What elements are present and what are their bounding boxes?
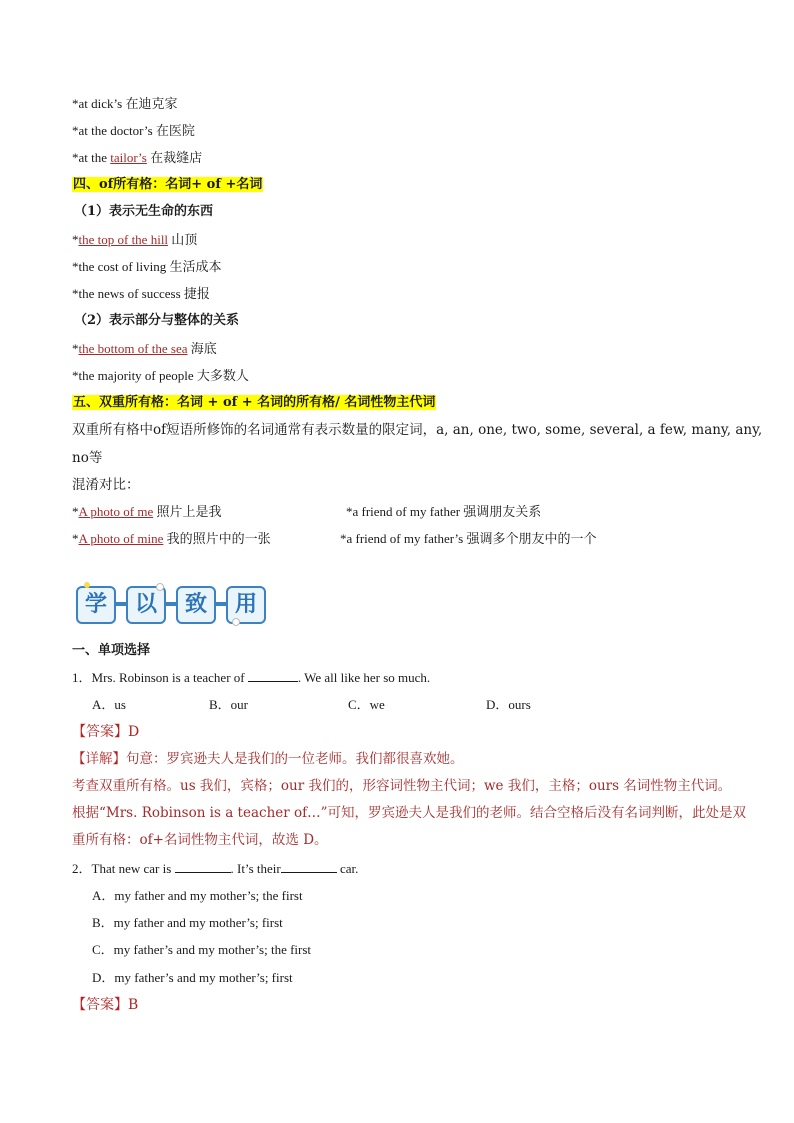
banner-tile-4 (226, 586, 266, 624)
banner-tile-3 (176, 586, 216, 624)
phrase-zh: 山顶 (168, 232, 198, 247)
phrase-majority: *the majority of people 大多数人 (72, 368, 249, 383)
answer-label: 【答案】 (72, 724, 128, 740)
q1-detail-2: 考查双重所有格。us 我们，宾格；our 我们的，形容词性物主代词；we 我们，主格；ours 名词性物主代词。 (72, 778, 732, 794)
q1-detail-1 (72, 750, 464, 768)
phrase-prefix: *at the (72, 150, 111, 165)
practice-banner (76, 580, 266, 630)
question-1 (72, 669, 430, 687)
question-2 (72, 860, 358, 878)
q1-option-b: B．our (209, 697, 249, 712)
compare-highlight: A photo of me (78, 504, 154, 519)
compare-row-2-right: *a friend of my father’s 强调多个朋友中的一个 (340, 531, 597, 546)
q1-option-c: C．we (348, 697, 385, 712)
phrase-zh: 在裁缝店 (146, 150, 203, 165)
phrase-dicks (72, 95, 177, 113)
question-number: 1． (72, 670, 92, 685)
phrase-highlight: the top of the hill (78, 232, 169, 247)
answer-value: D (128, 724, 140, 740)
subheading-1: （1）表示无生命的东西 (74, 204, 214, 219)
description-line-2: no等 (72, 450, 103, 466)
answer-blank (281, 860, 337, 873)
q1-answer (72, 723, 139, 741)
compare-zh: 我的照片中的一张 (163, 531, 271, 546)
exercise-title: 一、单项选择 (72, 643, 151, 658)
banner-char: 以 (134, 592, 157, 617)
q2-option-b: B．my father and my mother’s; first (92, 915, 283, 930)
q1-detail-4: 重所有格：of+名词性物主代词，故选 D。 (72, 832, 328, 848)
phrase-zh: 在迪克家 (122, 96, 178, 111)
description-line-1: 双重所有格中of短语所修饰的名词通常有表示数量的限定词，a, an, one, two, some, several, a few, many, any, (72, 422, 763, 438)
phrase-hill (72, 231, 197, 249)
compare-row-1 (72, 503, 222, 521)
phrase-highlight: the bottom of the sea (78, 341, 188, 356)
banner-connector (216, 602, 226, 606)
section-5-title: 五、双重所有格：名词 + of + 名词的所有格/ 名词性物主代词 (73, 395, 436, 410)
compare-row-2 (72, 530, 271, 548)
q1-option-a: A．us (92, 697, 126, 712)
section-5-heading (72, 394, 436, 412)
question-text: Mrs. Robinson is a teacher of (91, 670, 248, 685)
banner-char: 致 (184, 592, 207, 617)
banner-connector (166, 602, 176, 606)
subheading-2: （2）表示部分与整体的关系 (74, 313, 240, 328)
phrase-prefix: * (72, 232, 79, 247)
phrase-en: *at dick’s (72, 96, 123, 111)
compare-row-1-right: *a friend of my father 强调朋友关系 (346, 504, 542, 519)
phrase-doctors (72, 122, 195, 140)
q2-option-d: D．my father’s and my mother’s; first (92, 970, 293, 985)
phrase-zh: 在医院 (152, 123, 195, 138)
banner-tile-2 (126, 586, 166, 624)
answer-blank (175, 860, 231, 873)
banner-char: 用 (234, 592, 257, 617)
star-dot (84, 582, 90, 588)
phrase-sea (72, 340, 217, 358)
compare-zh: 照片上是我 (153, 504, 222, 519)
banner-connector (116, 602, 126, 606)
confusion-label: 混淆对比： (72, 477, 140, 493)
detail-label: 【详解】 (72, 751, 126, 767)
question-text: That new car is (91, 861, 175, 876)
q2-option-a: A．my father and my mother’s; the first (92, 888, 303, 903)
phrase-news: *the news of success 捷报 (72, 286, 210, 301)
compare-prefix: * (72, 531, 79, 546)
q1-option-d: D．ours (486, 697, 531, 712)
answer-blank (248, 669, 298, 682)
detail-text: 句意：罗宾逊夫人是我们的一位老师。我们都很喜欢她。 (126, 751, 464, 767)
question-text: car. (336, 861, 359, 876)
banner-char: 学 (84, 592, 107, 617)
phrase-prefix: * (72, 341, 79, 356)
phrase-zh: 海底 (187, 341, 217, 356)
phrase-en: *at the doctor’s (72, 123, 153, 138)
answer-value: B (128, 997, 139, 1013)
circle-dot (232, 618, 240, 626)
q1-detail-3: 根据“Mrs. Robinson is a teacher of…”可知，罗宾逊夫人是我们的老师。结合空格后没有名词判断，此处是双 (72, 805, 747, 821)
question-text: . It’s their (230, 861, 281, 876)
banner-tile-1 (76, 586, 116, 624)
section-4-title: 四、of所有格：名词+ of +名词 (73, 177, 263, 192)
question-text: . We all like her so much. (297, 670, 431, 685)
phrase-tailors (72, 149, 202, 167)
answer-label: 【答案】 (72, 997, 128, 1013)
question-number: 2． (72, 861, 92, 876)
circle-dot (156, 583, 164, 591)
compare-highlight: A photo of mine (78, 531, 164, 546)
q2-option-c: C．my father’s and my mother’s; the first (92, 942, 312, 957)
section-4-heading (72, 176, 263, 194)
q2-answer (72, 996, 138, 1014)
phrase-cost: *the cost of living 生活成本 (72, 259, 222, 274)
compare-prefix: * (72, 504, 79, 519)
phrase-highlight: tailor’s (110, 150, 147, 165)
